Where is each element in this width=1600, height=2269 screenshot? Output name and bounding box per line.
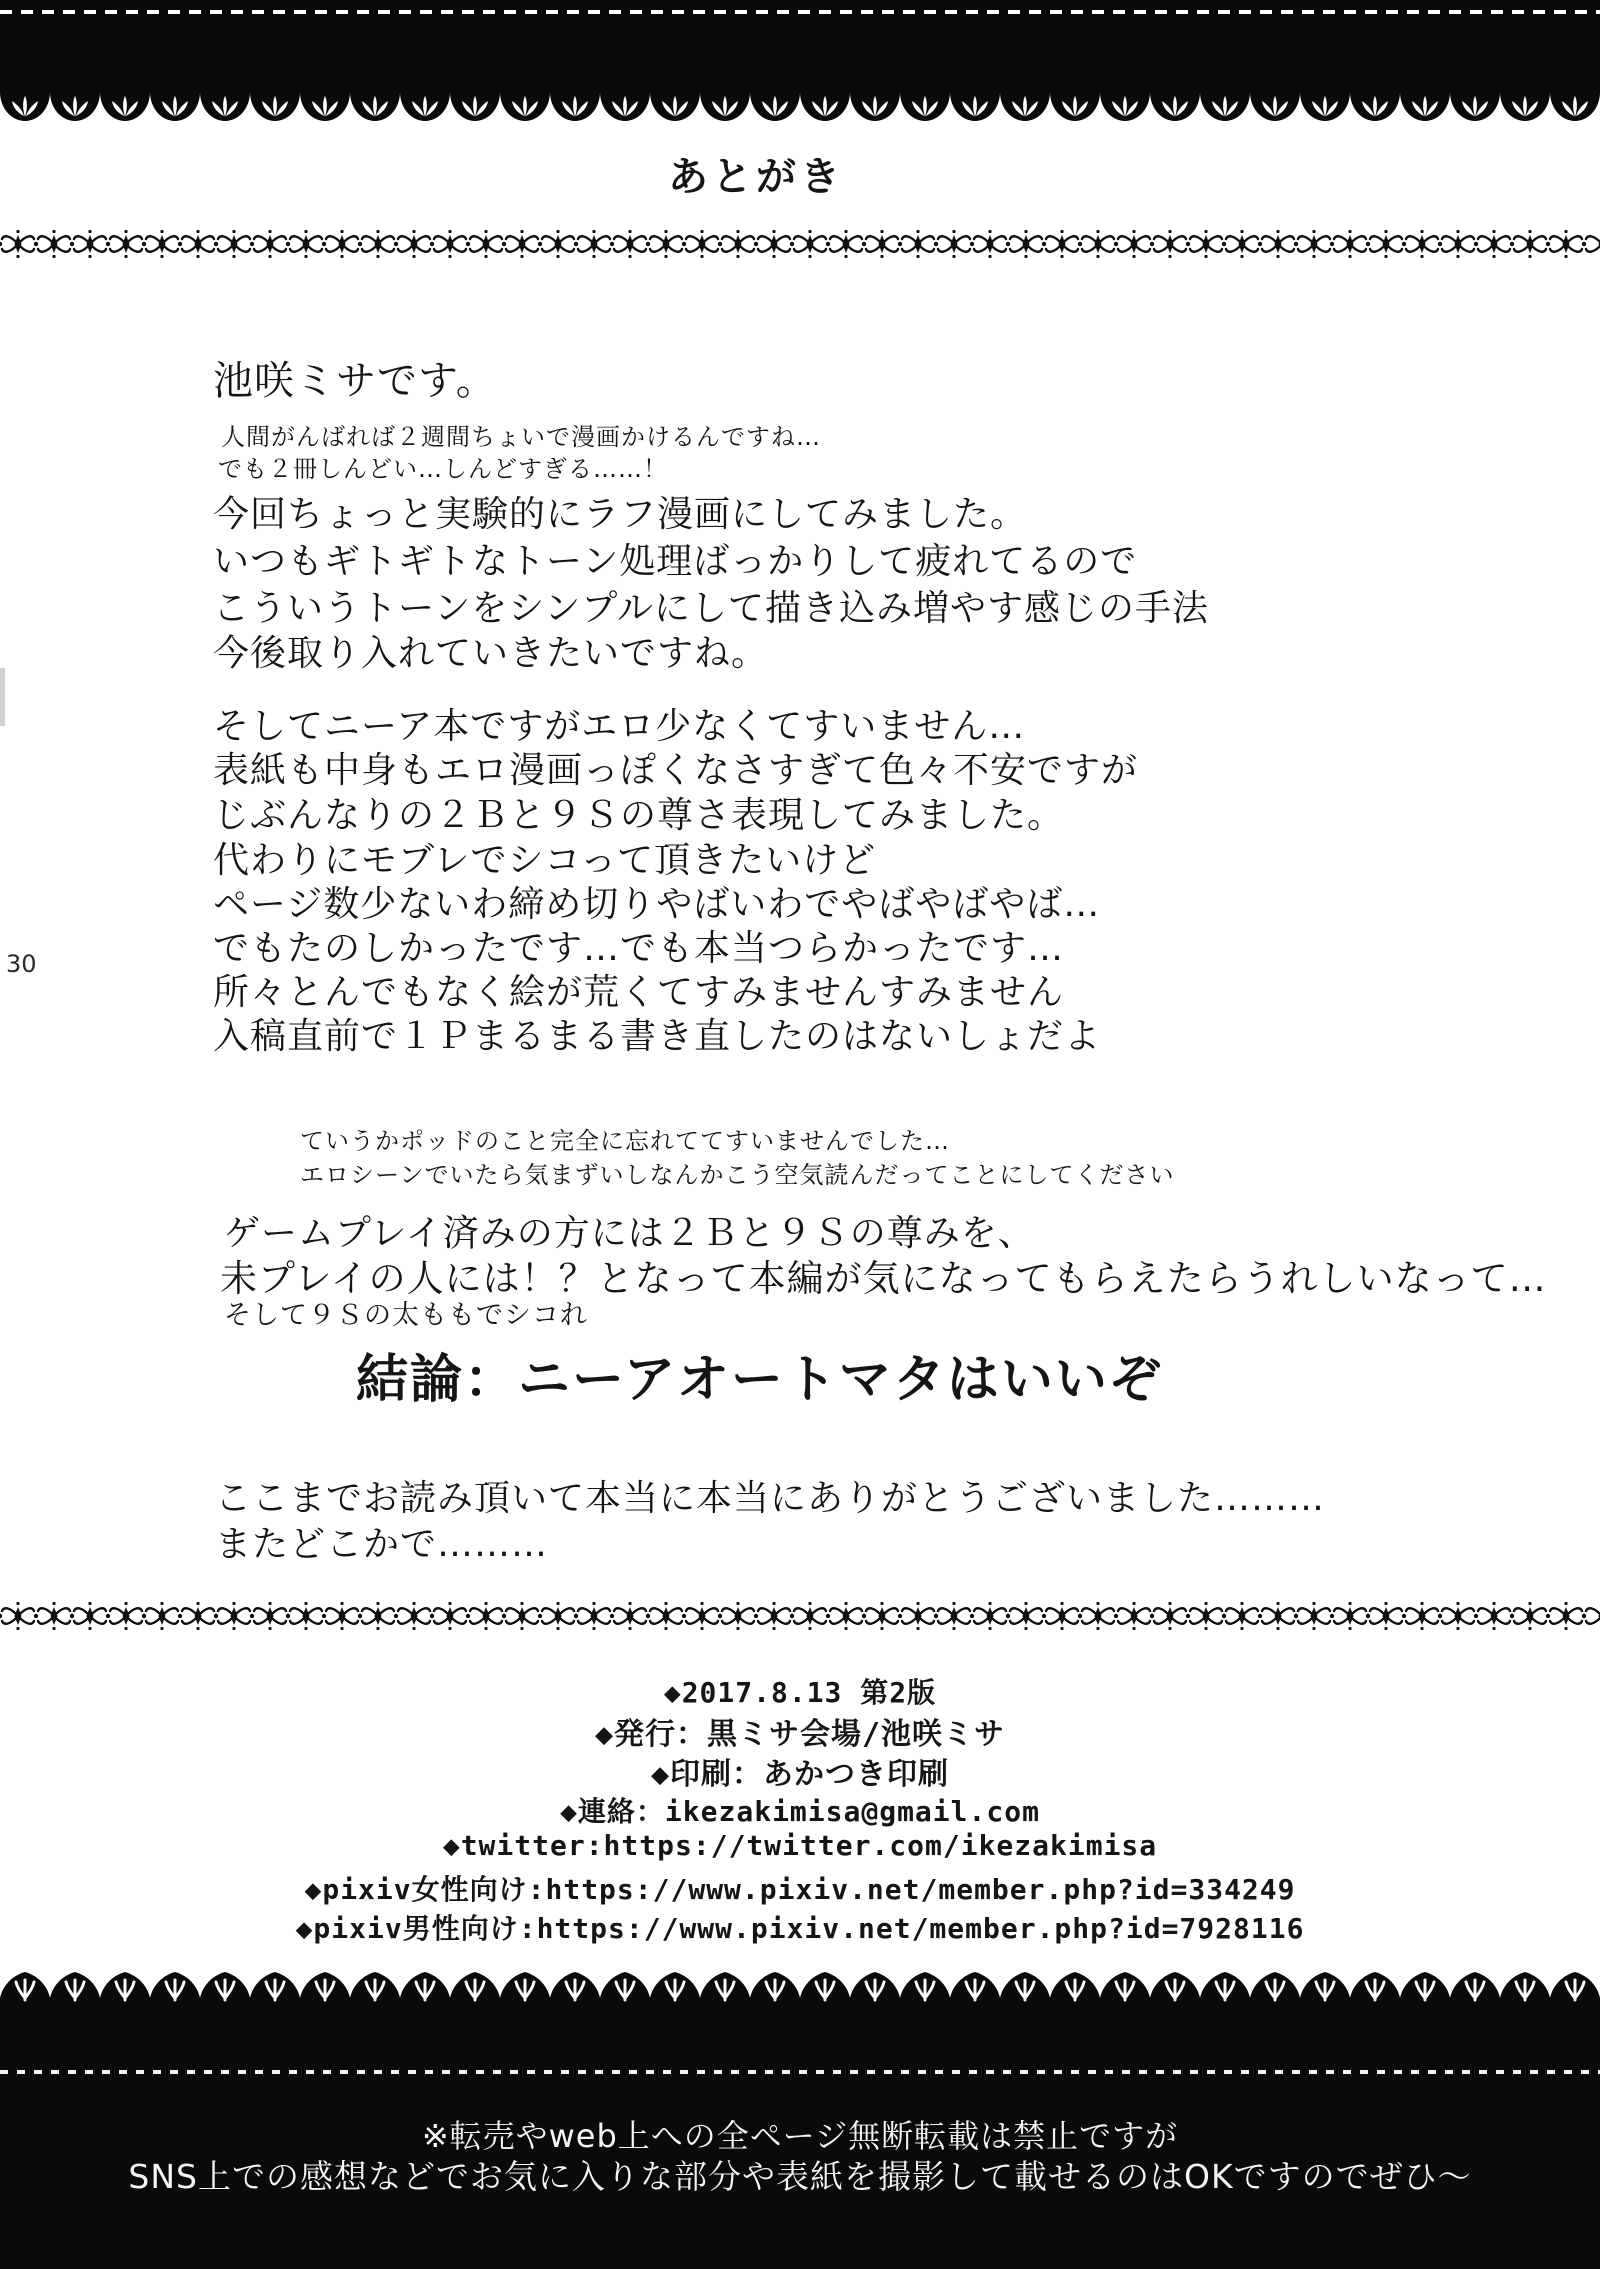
body-line: 今回ちょっと実験的にラフ漫画にしてみました。 bbox=[213, 494, 1028, 535]
colophon-publisher: ◆発行：黒ミサ会場/池咲ミサ bbox=[594, 1717, 1006, 1752]
greeting-line: 池咲ミサです。 bbox=[213, 358, 497, 404]
body-line: ゲームプレイ済みの方には２Ｂと９Ｓの尊みを、 bbox=[224, 1213, 1035, 1254]
body-line: じぶんなりの２Ｂと９Ｓの尊さ表現してみました。 bbox=[213, 795, 1065, 836]
intro-small-line: 人間がんばれば２週間ちょいで漫画かけるんですね… bbox=[221, 423, 821, 451]
body-line: こういうトーンをシンプルにして描き込み増やす感じの手法 bbox=[213, 588, 1209, 629]
footer-notice-line1: ※転売やweb上への全ページ無断転載は禁止ですが bbox=[421, 2117, 1179, 2155]
closing-line: またどこかで……… bbox=[215, 1524, 549, 1565]
closing-line: ここまでお読み頂いて本当に本当にありがとうございました……… bbox=[215, 1478, 1326, 1519]
colophon-printer: ◆印刷：あかつき印刷 bbox=[650, 1757, 950, 1792]
ornament-divider-bottom bbox=[0, 1601, 1600, 1631]
colophon-pixiv-female-url: ◆pixiv女性向け:https://www.pixiv.net/member.php?id=334249 bbox=[304, 1873, 1296, 1906]
top-lace-band bbox=[0, 0, 1600, 88]
intro-small-line: でも２冊しんどい…しんどすぎる……！ bbox=[218, 455, 668, 483]
footer-notice-line2: SNS上での感想などでお気に入りな部分や表紙を撮影して載せるのはOKですのでぜひ〜 bbox=[128, 2157, 1472, 2196]
body-line: 代わりにモブレでシコって頂きたいけど bbox=[213, 840, 877, 881]
page-number: 30 bbox=[6, 950, 37, 978]
body-line: でもたのしかったです…でも本当つらかったです… bbox=[213, 928, 1065, 969]
body-line: 未プレイの人には！？となって本編が気になってもらえたらうれしいなって… bbox=[220, 1257, 1547, 1300]
top-scallop-edge bbox=[0, 87, 1600, 121]
page-title: あとがき bbox=[668, 154, 844, 200]
bottom-arch-edge bbox=[0, 1972, 1600, 2005]
body-line: 表紙も中身もエロ漫画っぽくなさすぎて色々不安ですが bbox=[213, 750, 1139, 791]
pod-note-line: エロシーンでいたら気まずいしなんかこう空気読んだってことにしてください bbox=[300, 1161, 1175, 1189]
colophon-contact-email: ◆連絡：ikezakimisa@gmail.com bbox=[560, 1795, 1040, 1828]
bottom-dashed-line bbox=[0, 2070, 1600, 2074]
ornament-divider-top bbox=[0, 229, 1600, 259]
body-line: そしてニーア本ですがエロ少なくてすいません… bbox=[213, 706, 1026, 747]
scan-artifact bbox=[0, 668, 5, 726]
colophon-twitter-url: ◆twitter:https://twitter.com/ikezakimisa bbox=[442, 1829, 1158, 1862]
colophon-pixiv-male-url: ◆pixiv男性向け:https://www.pixiv.net/member.php?id=7928116 bbox=[295, 1912, 1305, 1945]
body-line: いつもギトギトなトーン処理ばっかりして疲れてるので bbox=[213, 541, 1138, 582]
body-small-line: そして９Ｓの太ももでシコれ bbox=[224, 1300, 588, 1331]
body-line: 入稿直前で１Ｐまるまる書き直したのはないしょだよ bbox=[213, 1016, 1102, 1057]
body-line: 所々とんでもなく絵が荒くてすみませんすみません bbox=[213, 972, 1065, 1013]
colophon-edition: ◆2017.8.13 第2版 bbox=[663, 1676, 937, 1709]
body-line: ページ数少ないわ締め切りやばいわでやばやばやば… bbox=[213, 884, 1101, 925]
body-line: 今後取り入れていきたいですね。 bbox=[213, 633, 769, 674]
pod-note-line: ていうかポッドのこと完全に忘れててすいませんでした… bbox=[300, 1127, 950, 1155]
top-dashed-line bbox=[0, 10, 1600, 14]
conclusion-line: 結論：ニーアオートマタはいいぞ bbox=[356, 1350, 1163, 1410]
